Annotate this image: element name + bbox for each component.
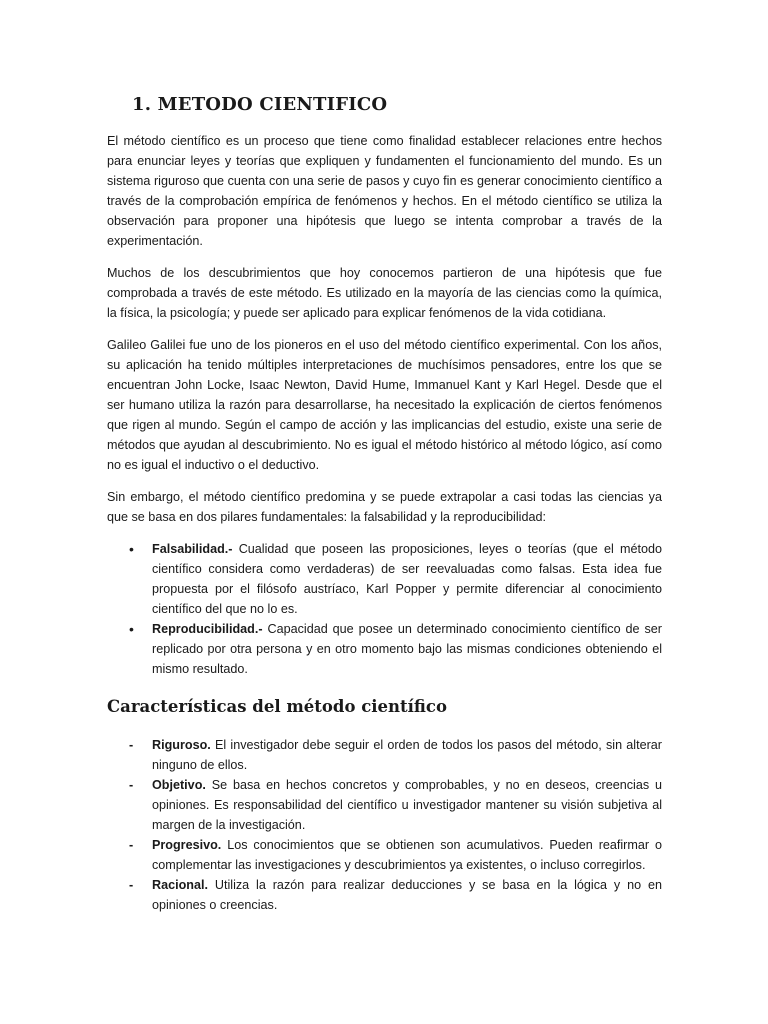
list-item-progresivo bbox=[107, 835, 662, 875]
list-item-falsabilidad bbox=[107, 539, 662, 619]
document-body bbox=[107, 93, 662, 915]
section-title: Características del método científico bbox=[107, 697, 447, 716]
term-description: Cualidad que poseen las proposiciones, leyes o teorías (que el método científico considera como verdaderas) de ser reevaluadas como falsas. Esta idea fue propuesta por el filósofo austríaco, Karl Popper y permite diferenciar al conocimiento científico del que no lo es. bbox=[152, 542, 662, 616]
term-description: Utiliza la razón para realizar deducciones y se basa en la lógica y no en opiniones o creencias. bbox=[152, 878, 662, 912]
term-label: Progresivo. bbox=[152, 838, 222, 852]
dash-icon: - bbox=[129, 878, 134, 892]
paragraph-discoveries: Muchos de los descubrimientos que hoy conocemos partieron de una hipótesis que fue comprobada a través de este método. Es utilizado en la mayoría de las ciencias como la química, la física, la psicología; y puede ser aplicado para explicar fenómenos de la vida cotidiana. bbox=[107, 266, 662, 320]
paragraph-definition: El método científico es un proceso que tiene como finalidad establecer relaciones entre hechos para enunciar leyes y teorías que expliquen y fundamenten el funcionamiento del mundo. Es un sistema riguroso que cuenta con una serie de pasos y cuyo fin es generar conocimiento científico a través de la comprobación empírica de fenómenos y hechos. En el método científico se utiliza la observación para proponer una hipótesis que luego se intenta comprobar a través de la experimentación. bbox=[107, 134, 662, 248]
paragraph-history: Galileo Galilei fue uno de los pioneros en el uso del método científico experimental. Con los años, su aplicación ha tenido múltiples interpretaciones de muchísimos pensadores, entre los que se encuentran John Locke, Isaac Newton, David Hume, Immanuel Kant y Karl Hegel. Desde que el ser humano utiliza la razón para desarrollarse, ha necesitado la explicación de ciertos fenómenos que rigen al mundo. Según el campo de acción y las implicancias del estudio, existe una serie de métodos que ayudan al descubrimiento. No es igual el método histórico al método lógico, así como no es igual el inductivo o el deductivo. bbox=[107, 338, 662, 472]
pillars-list bbox=[107, 539, 662, 679]
term-label: Falsabilidad.- bbox=[152, 542, 233, 556]
dash-icon: - bbox=[129, 738, 134, 752]
term-label: Reproducibilidad.- bbox=[152, 622, 263, 636]
page-title: 1. METODO CIENTIFICO bbox=[132, 94, 388, 115]
list-item-objetivo bbox=[107, 775, 662, 835]
term-description: Los conocimientos que se obtienen son acumulativos. Pueden reafirmar o complementar las investigaciones y descubrimientos ya existentes, o incluso corregirlos. bbox=[152, 838, 662, 872]
bullet-icon: • bbox=[129, 621, 134, 637]
term-description: El investigador debe seguir el orden de todos los pasos del método, sin alterar ninguno de ellos. bbox=[152, 738, 662, 772]
list-item-reproducibilidad bbox=[107, 619, 662, 679]
term-label: Objetivo. bbox=[152, 778, 206, 792]
list-item-racional bbox=[107, 875, 662, 915]
dash-icon: - bbox=[129, 778, 134, 792]
list-item-riguroso bbox=[107, 735, 662, 775]
paragraph-pillars-intro: Sin embargo, el método científico predomina y se puede extrapolar a casi todas las ciencias ya que se basa en dos pilares fundamentales: la falsabilidad y la reproducibilidad: bbox=[107, 490, 662, 524]
term-label: Racional. bbox=[152, 878, 208, 892]
bullet-icon: • bbox=[129, 541, 134, 557]
term-label: Riguroso. bbox=[152, 738, 211, 752]
characteristics-list bbox=[107, 735, 662, 915]
term-description: Capacidad que posee un determinado conocimiento científico de ser replicado por otra persona y en otro momento bajo las mismas condiciones obteniendo el mismo resultado. bbox=[152, 622, 662, 676]
dash-icon: - bbox=[129, 838, 134, 852]
term-description: Se basa en hechos concretos y comprobables, y no en deseos, creencias u opiniones. Es responsabilidad del científico u investigador mantener su visión subjetiva al margen de la investigación. bbox=[152, 778, 662, 832]
